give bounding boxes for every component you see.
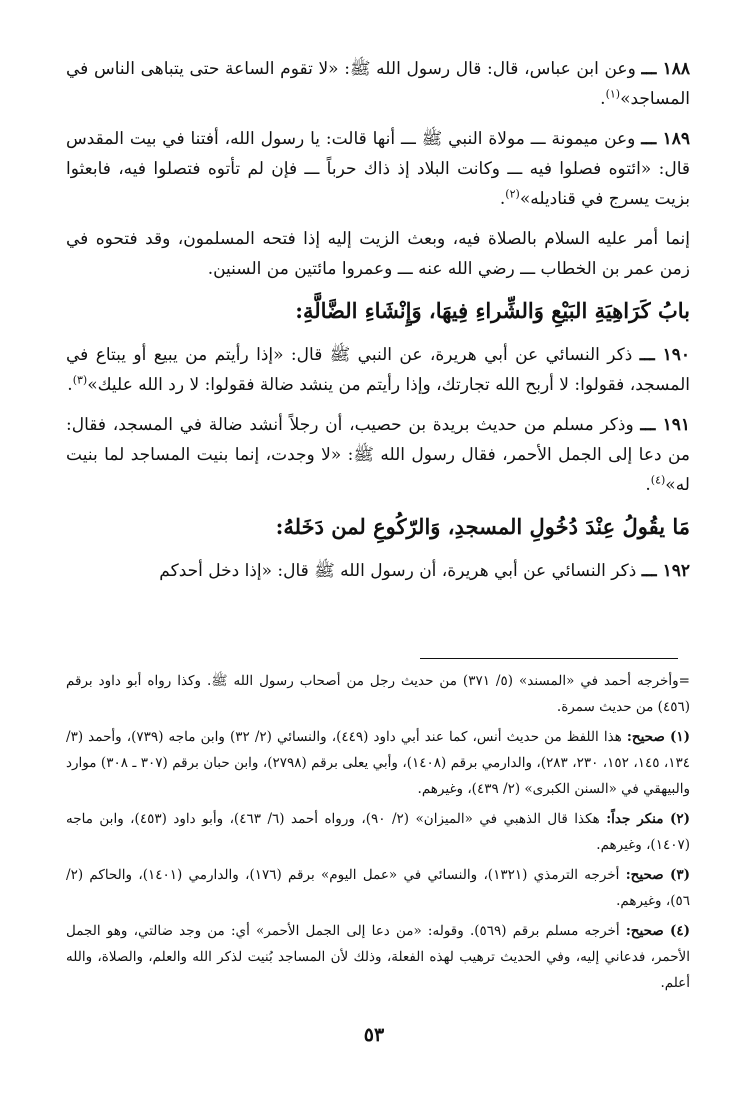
footnote-3 — [66, 862, 690, 914]
hadith-text: ذكر النسائي عن أبي هريرة، عن النبي ﷺ قال: «إذا رأيتم من يبيع أو يبتاع في المسجد، فقولوا: لا أربح الله تجارتك، وإذا رأيتم من ينشد ضالة فقولوا: لا رد الله عليك» — [66, 345, 690, 395]
footnote-number: (٣) — [669, 867, 690, 883]
footnote-2 — [66, 806, 690, 858]
footnote-4 — [66, 918, 690, 996]
footnote-grade: منكر جداً: — [606, 811, 664, 827]
footnote-number: (١) — [669, 729, 690, 745]
commentary-text: إنما أمر عليه السلام بالصلاة فيه، وبعث الزيت إليه إذا فتحه المسلمون، وقد فتحوه في زمن عمر بن الخطاب ـــ رضي الله عنه ـــ وعمروا مائتين من السنين. — [66, 229, 690, 279]
chapter-heading: مَا يقُولُ عِنْدَ دُخُولِ المسجدِ، وَالرّكُوعِ لمن دَخَلهُ: — [275, 514, 690, 539]
hadith-text: وعن ابن عباس، قال: قال رسول الله ﷺ: «لا تقوم الساعة حتى يتباهى الناس في المساجد» — [66, 59, 690, 109]
footnote-divider — [420, 658, 678, 659]
chapter-heading: بابُ كَرَاهِيَةِ البَيْعِ وَالشِّراءِ فِيهَا، وَإِنْشَاءِ الضَّالَّةِ: — [295, 298, 690, 323]
footnote-text: هكذا قال الذهبي في «الميزان» (٢/ ٩٠)، ورواه أحمد (٦/ ٤٦٣)، وأبو داود (٤٥٣)، وابن ماجه (١٤٠٧)، وغيرهم. — [66, 811, 690, 853]
page-number: ٥٣ — [363, 1024, 385, 1046]
footnote-text: هذا اللفظ من حديث أنس، كما عند أبي داود (٤٤٩)، والنسائي (٢/ ٣٢) وابن ماجه (٧٣٩)، وأحمد (٣/ ١٣٤، ١٤٥، ١٥٢، ٢٣٠، ٢٨٣)، والدارمي برقم (١٤٠٨)، وأبي يعلى برقم (٢٧٩٨)، وابن حبان برقم (٣٠٧ ـ ٣٠٨) موارد والبيهقي في «السنن الكبرى» (٢/ ٤٣٩)، وغيرهم. — [66, 729, 690, 797]
hadith-number: ١٩١ ـــ — [640, 415, 690, 435]
footnote-number: (٤) — [669, 923, 690, 939]
hadith-text: ذكر النسائي عن أبي هريرة، أن رسول الله ﷺ قال: «إذا دخل أحدكم — [159, 561, 637, 581]
hadith-189: ١٨٩ ـــ وعن ميمونة ـــ مولاة النبي ﷺ ـــ أنها قالت: يا رسول الله، أفتنا في بيت المقدس قال: «ائتوه فصلوا فيه ـــ وكانت البلاد إذ ذاك حرباً ـــ فإن لم تأتوه فتصلوا فيه، فابعثوا بزيت يسرج في قناديله»$^{(٢)}$. — [66, 129, 690, 209]
footnote-text: أخرجه الترمذي (١٣٢١)، والنسائي في «عمل اليوم» برقم (١٧٦)، والدارمي (١٤٠١)، والحاكم (٢/ ٥٦)، وغيرهم. — [66, 867, 690, 909]
commentary — [66, 224, 690, 284]
footnote-ref: (١) — [605, 87, 621, 101]
footnote-text: أخرجه مسلم برقم (٥٦٩). وقوله: «من دعا إلى الجمل الأحمر» أي: من وجد ضالتي، وهو الجمل الأحمر، فدعاني إليه، وفي الحديث ترهيب لهذه الفعلة، وذلك لأن المساجد بُنيت لذكر الله والعلم، والصلاة، والله أعلم. — [66, 923, 690, 991]
hadith-192 — [66, 556, 690, 586]
hadith-text: وعن ميمونة ـــ مولاة النبي ﷺ ـــ أنها قالت: يا رسول الله، أفتنا في بيت المقدس قال: «ائتوه فصلوا فيه ـــ وكانت البلاد إذ ذاك حرباً ـــ فإن لم تأتوه فتصلوا فيه، فابعثوا بزيت يسرج في قناديله» — [66, 129, 690, 209]
footnote-ref: (٢) — [505, 187, 520, 201]
hadith-text: وذكر مسلم من حديث بريدة بن حصيب، أن رجلاً أنشد ضالة في المسجد، فقال: من دعا إلى الجمل الأحمر، فقال رسول الله ﷺ: «لا وجدت، إنما بنيت المساجد لما بنيت له» — [66, 415, 690, 495]
footnote-ref: (٣) — [72, 373, 88, 387]
hadith-number: ١٩٠ ـــ — [639, 345, 690, 365]
footnote-grade: صحيح: — [625, 867, 664, 883]
footnote-continuation: =وأخرجه أحمد في «المسند» (٥/ ٣٧١) من حديث رجل من أصحاب رسول الله ﷺ. وكذا رواه أبو داود برقم (٤٥٦) من حديث سمرة. — [66, 673, 690, 715]
hadith-number: ١٩٢ ـــ — [641, 561, 690, 581]
hadith-188: ١٨٨ ـــ وعن ابن عباس، قال: قال رسول الله ﷺ: «لا تقوم الساعة حتى يتباهى الناس في المساجد»$^{(١)}$. — [66, 59, 690, 109]
footnote-ref: (٤) — [650, 473, 666, 487]
hadith-190: ١٩٠ ـــ ذكر النسائي عن أبي هريرة، عن النبي ﷺ قال: «إذا رأيتم من يبيع أو يبتاع في المسجد، فقولوا: لا أربح الله تجارتك، وإذا رأيتم من ينشد ضالة فقولوا: لا رد الله عليك»$^{(٣)}$. — [66, 345, 690, 395]
hadith-number: ١٨٨ ـــ — [641, 59, 690, 79]
footnote-number: (٢) — [669, 811, 690, 827]
main-text — [66, 54, 690, 596]
hadith-191: ١٩١ ـــ وذكر مسلم من حديث بريدة بن حصيب، أن رجلاً أنشد ضالة في المسجد، فقال: من دعا إلى الجمل الأحمر، فقال رسول الله ﷺ: «لا وجدت، إنما بنيت المساجد لما بنيت له»$^{(٤)}$. — [66, 415, 690, 495]
footnote-1 — [66, 724, 690, 802]
footnote-grade: صحيح: — [626, 729, 665, 745]
footnote-grade: صحيح: — [625, 923, 664, 939]
footnotes — [66, 668, 690, 1000]
hadith-number: ١٨٩ ـــ — [641, 129, 690, 149]
